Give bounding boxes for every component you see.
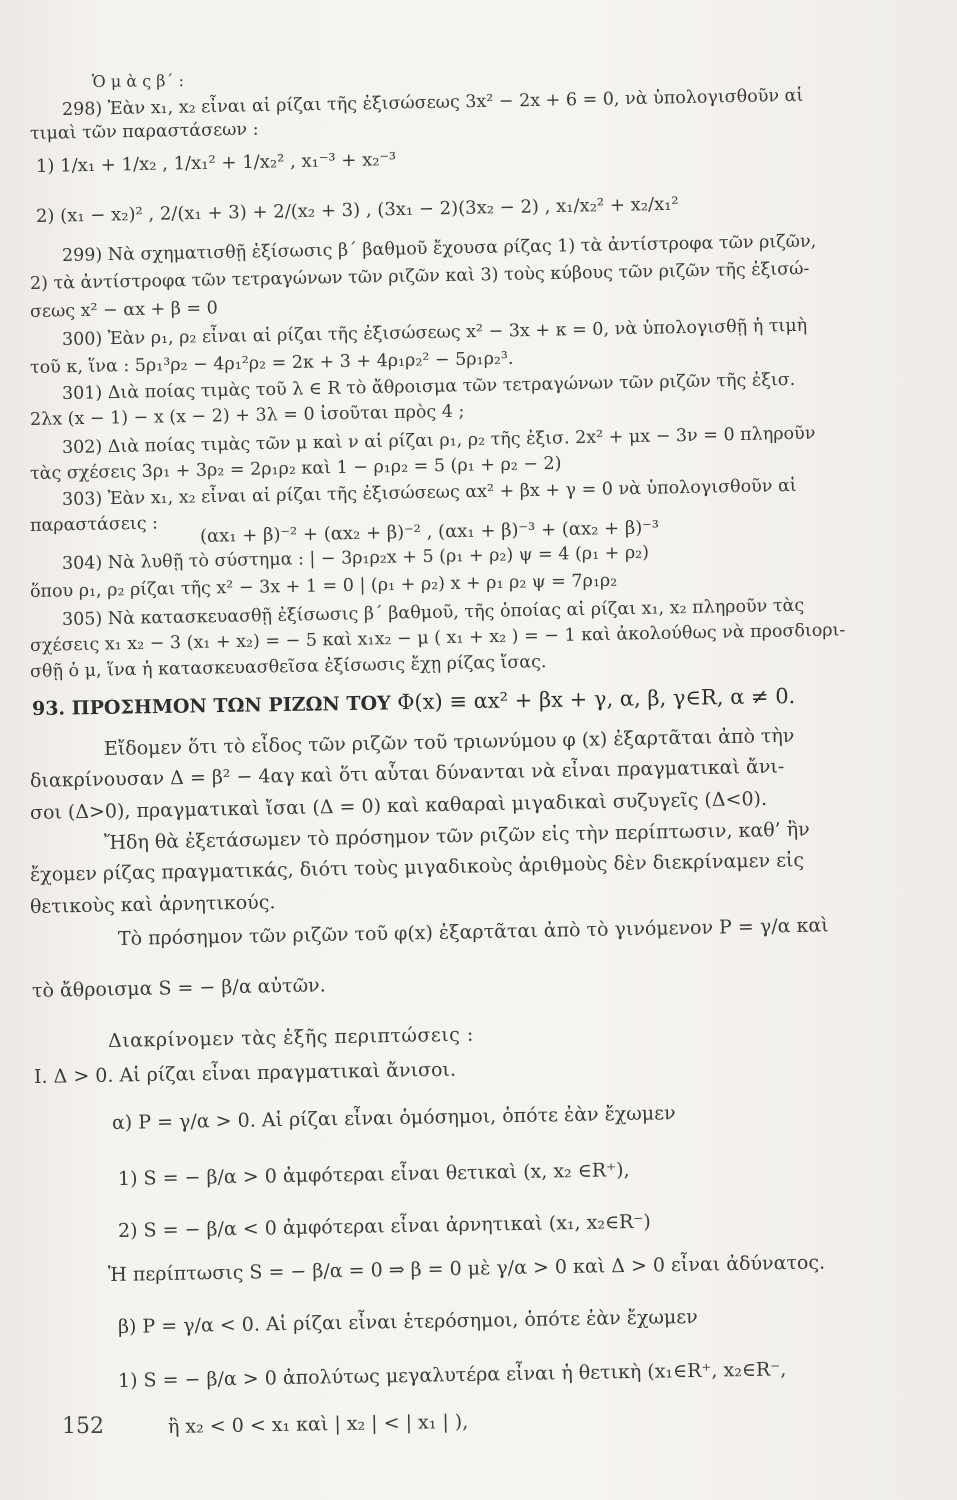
case-line: Ἡ περίπτωσις S = − β/α = 0 ⇒ β = 0 μὲ γ/α > 0 καὶ Δ > 0 εἶναι ἀδύνατος. (107, 1251, 826, 1286)
text-line: σεως x² − αx + β = 0 (29, 298, 219, 322)
math-line: 1) 1/x₁ + 1/x₂ , 1/x₁² + 1/x₂² , x₁⁻³ + x₂⁻³ (35, 149, 397, 177)
text-line: παραστάσεις : (29, 513, 159, 536)
text-line: τὰς σχέσεις 3ρ₁ + 3ρ₂ = 2ρ₁ρ₂ καὶ 1 − ρ₁ρ₂ = 5 (ρ₁ + ρ₂ − 2) (29, 453, 562, 484)
paragraph-line: θετικοὺς καὶ ἀρνητικούς. (29, 891, 276, 918)
math-line: (αx₁ + β)⁻² + (αx₂ + β)⁻² , (αx₁ + β)⁻³ + (αx₂ + β)⁻³ (199, 517, 660, 547)
section-number: 93. (31, 697, 66, 720)
paragraph-line: ἔχομεν ρίζας πραγματικάς, διότι τοὺς μιγαδικοὺς ἀριθμοὺς δὲν διεκρίναμεν εἰς (29, 849, 805, 886)
case-line: 1) S = − β/α > 0 ἀπολύτως μεγαλυτέρα εἶναι ἡ θετικὴ (x₁∈R⁺, x₂∈R⁻, (117, 1358, 787, 1392)
page-number: 152 (62, 1414, 104, 1439)
text-line: 2) τὰ ἀντίστροφα τῶν τετραγώνων τῶν ριζῶν καὶ 3) τοὺς κύβους τῶν ριζῶν τῆς ἐξισώ- (29, 259, 810, 294)
bleed-through-texture (707, 0, 957, 1420)
exercise-303: 303) Ἐὰν x₁, x₂ εἶναι αἱ ρίζαι τῆς ἐξισώσεως αx² + βx + γ = 0 νὰ ὑπολογισθοῦν αἱ (61, 475, 797, 510)
paragraph-line: σοι (Δ>0), πραγματικαὶ ἴσαι (Δ = 0) καὶ καθαραὶ μιγαδικαὶ συζυγεῖς (Δ<0). (29, 787, 768, 824)
group-heading: Ὁ μ ὰ ς β΄ : (91, 71, 185, 91)
text-line: σχέσεις x₁ x₂ − 3 (x₁ + x₂) = − 5 καὶ x₁x₂ − μ ( x₁ + x₂ ) = − 1 καὶ ἀκολούθως νὰ προσδιορι- (29, 620, 846, 656)
text-line: 2λx (x − 1) − x (x − 2) + 3λ = 0 ἰσοῦται πρὸς 4 ; (29, 401, 465, 430)
case-line: I. Δ > 0. Αἱ ρίζαι εἶναι πραγματικαὶ ἄνισοι. (33, 1058, 457, 1088)
cases-heading: Διακρίνομεν τὰς ἑξῆς περιπτώσεις : (107, 1023, 474, 1052)
case-line: ἢ x₂ < 0 < x₁ καὶ | x₂ | < | x₁ | ), (167, 1410, 469, 1438)
exercise-304: 304) Νὰ λυθῇ τὸ σύστημα : | − 3ρ₁ρ₂x + 5 (ρ₁ + ρ₂) ψ = 4 (ρ₁ + ρ₂) (61, 542, 650, 574)
paragraph-line: Ἤδη θὰ ἐξετάσωμεν τὸ πρόσημον τῶν ριζῶν εἰς τὴν περίπτωσιν, καθ’ ἣν (103, 818, 810, 854)
text-line: τιμαὶ τῶν παραστάσεων : (29, 119, 259, 144)
exercise-302: 302) Διὰ ποίας τιμὰς τῶν μ καὶ ν αἱ ρίζαι ρ₁, ρ₂ τῆς ἐξισ. 2x² + μx − 3ν = 0 πληροῦν (61, 423, 816, 458)
text-line: ὅπου ρ₁, ρ₂ ρίζαι τῆς x² − 3x + 1 = 0 | (ρ₁ + ρ₂) x + ρ₁ ρ₂ ψ = 7ρ₁ρ₂ (29, 570, 618, 602)
section-title: ΠΡΟΣΗΜΟΝ ΤΩΝ ΡΙΖΩΝ ΤΟΥ (71, 692, 391, 720)
case-line: 1) S = − β/α > 0 ἀμφότεραι εἶναι θετικαὶ (x, x₂ ∈R⁺), (117, 1159, 630, 1190)
text-line: τοῦ κ, ἵνα : 5ρ₁³ρ₂ − 4ρ₁²ρ₂ = 2κ + 3 + 4ρ₁ρ₂² − 5ρ₁ρ₂³. (29, 348, 514, 378)
case-line: α) P = γ/α > 0. Αἱ ρίζαι εἶναι ὁμόσημοι, ὁπότε ἐὰν ἔχωμεν (111, 1102, 676, 1134)
section-formula: Φ(x) ≡ αx² + βx + γ, α, β, γ∈R, α ≠ 0. (397, 684, 796, 715)
section-heading (32, 684, 796, 720)
exercise-299: 299) Νὰ σχηματισθῇ ἐξίσωσις β΄ βαθμοῦ ἔχουσα ρίζας 1) τὰ ἀντίστροφα τῶν ριζῶν, (61, 231, 817, 266)
paragraph-line: Εἴδομεν ὅτι τὸ εἶδος τῶν ριζῶν τοῦ τριωνύμου φ (x) ἐξαρτᾶται ἀπὸ τὴν (103, 724, 795, 760)
case-line: β) P = γ/α < 0. Αἱ ρίζαι εἶναι ἑτερόσημοι, ὁπότε ἐὰν ἔχωμεν (117, 1305, 698, 1338)
math-line: 2) (x₁ − x₂)² , 2/(x₁ + 3) + 2/(x₂ + 3) , (3x₁ − 2)(3x₂ − 2) , x₁/x₂² + x₂/x₁² (35, 193, 679, 227)
exercise-301: 301) Διὰ ποίας τιμὰς τοῦ λ ∈ R τὸ ἄθροισμα τῶν τετραγώνων τῶν ριζῶν τῆς ἐξισ. (61, 369, 796, 404)
paragraph-line: Τὸ πρόσημον τῶν ριζῶν τοῦ φ(x) ἐξαρτᾶται ἀπὸ τὸ γινόμενον P = γ/α καὶ (117, 914, 829, 950)
case-line: 2) S = − β/α < 0 ἀμφότεραι εἶναι ἀρνητικαὶ (x₁, x₂∈R⁻) (117, 1210, 651, 1242)
exercise-298: 298) Ἐὰν x₁, x₂ εἶναι αἱ ρίζαι τῆς ἐξισώσεως 3x² − 2x + 6 = 0, νὰ ὑπολογισθοῦν αἱ (61, 85, 804, 120)
exercise-300: 300) Ἐὰν ρ₁, ρ₂ εἶναι αἱ ρίζαι τῆς ἐξισώσεως x² − 3x + κ = 0, νὰ ὑπολογισθῇ ἡ τιμὴ (61, 315, 808, 350)
paragraph-line: διακρίνουσαν Δ = β² − 4αγ καὶ ὅτι αὗται δύνανται νὰ εἶναι πραγματικαὶ ἄνι- (29, 755, 785, 792)
exercise-305: 305) Νὰ κατασκευασθῇ ἐξίσωσις β΄ βαθμοῦ, τῆς ὁποίας αἱ ρίζαι x₁, x₂ πληροῦν τὰς (61, 595, 805, 630)
paragraph-line: τὸ ἄθροισμα S = − β/α αὐτῶν. (31, 974, 326, 1002)
text-line: σθῇ ὁ μ, ἵνα ἡ κατασκευασθεῖσα ἐξίσωσις ἔχῃ ρίζας ἴσας. (29, 652, 547, 682)
